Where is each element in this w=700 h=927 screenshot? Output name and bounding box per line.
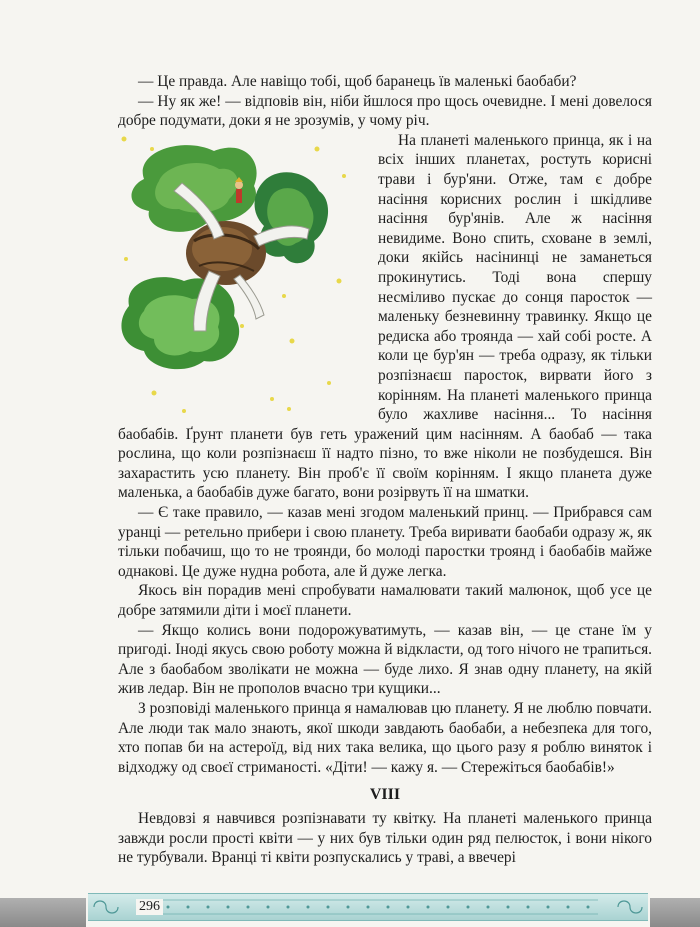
- paragraph-travel: — Якщо колись вони подорожуватимуть, — казав він, — це стане їм у пригоді. Іноді якусь свою роботу можна й відкласти, од того нічого не трапиться. Але з баобабом зволікати не можна — буде лихо. Я знав одну планету, на якій жив ледар. Він не прополов вчасно три кущики...: [118, 621, 652, 698]
- main-text: [118, 72, 652, 868]
- chapter-heading: VIII: [369, 786, 401, 804]
- footer-ornament-icon: [88, 894, 648, 920]
- page-number: 296: [136, 899, 163, 915]
- paragraph-intro-1: — Це правда. Але навіщо тобі, щоб баранець їв маленькі баобаби?: [138, 73, 577, 90]
- paragraph-rule: — Є таке правило, — казав мені згодом маленький принц. — Прибрався сам уранці — ретельно прибери і свою планету. Треба виривати баобаби одразу ж, як тільки побачиш, що то не троянди, бо молоді паростки троянд і баобабів майже однакові. Це дуже нудна робота, але й дуже легка.: [118, 504, 652, 580]
- paragraph-intro-2: — Ну як же! — відповів він, ніби йшлося про щось очевидне. І мені довелося добре подумати, доки я не зрозумів, у чому річ.: [118, 92, 652, 130]
- bottom-shadow-left: [0, 898, 86, 927]
- paragraph-wrapped: На планеті маленького принца, як і на всіх інших планетах, ростуть корисні трави і бур'яни. Отже, там є добре насіння корисних рослин і шкідливе насіння бур'янів. Але ж насіння невидиме. Воно спить, сховане в землі, доки якійсь насінинці не заманеться прокинутись. Тоді вона спершу несміливо пускає до сонця паросток — маленьку безневинну травинку. Якщо це редиска або троянда — хай собі росте. А коли це бур'ян — треба одразу, як тільки розпізнаєш паросток, вирвати його з корінням. На планеті маленького принца було жахливе насіння... То насіння баобабів. Ґрунт планети був геть уражений цим насінням. А баобаб — така рослина, що коли розпізнаєш її надто пізно, то вже ніколи не позбудешся. Він захарастить усю планету. Він проб'є її своїм корінням. І якщо планета дуже маленька, а баобабів дуже багато, вони розірвуть її на шматки.: [118, 131, 652, 502]
- footer-ornament-band: [88, 893, 648, 921]
- paragraph-advice: Якось він порадив мені спробувати намалювати такий малюнок, щоб усе це добре затямили діти і моєї планети.: [118, 582, 652, 620]
- paragraph-chapter-start: Невдовзі я навчився розпізнавати ту квітку. На планеті маленького принца завжди росли прості квіти — у них був тільки один ряд пелюсток, і вони нікого не турбували. Вранці ті квіти розпускались у траві, а ввечері: [118, 809, 652, 867]
- bottom-shadow-right: [650, 898, 700, 927]
- baobab-planet-illustration-icon: [114, 131, 364, 419]
- paragraph-warning: З розповіді маленького принца я намалював цю планету. Я не люблю повчати. Але люди так мало знають, якої шкоди завдають баобаби, а небезпека для того, хто попав би на астероїд, від них така велика, що цього разу я роблю виняток і відходжу од своєї стриманості. «Діти! — кажу я. — Стережіться баобабів!»: [118, 700, 652, 776]
